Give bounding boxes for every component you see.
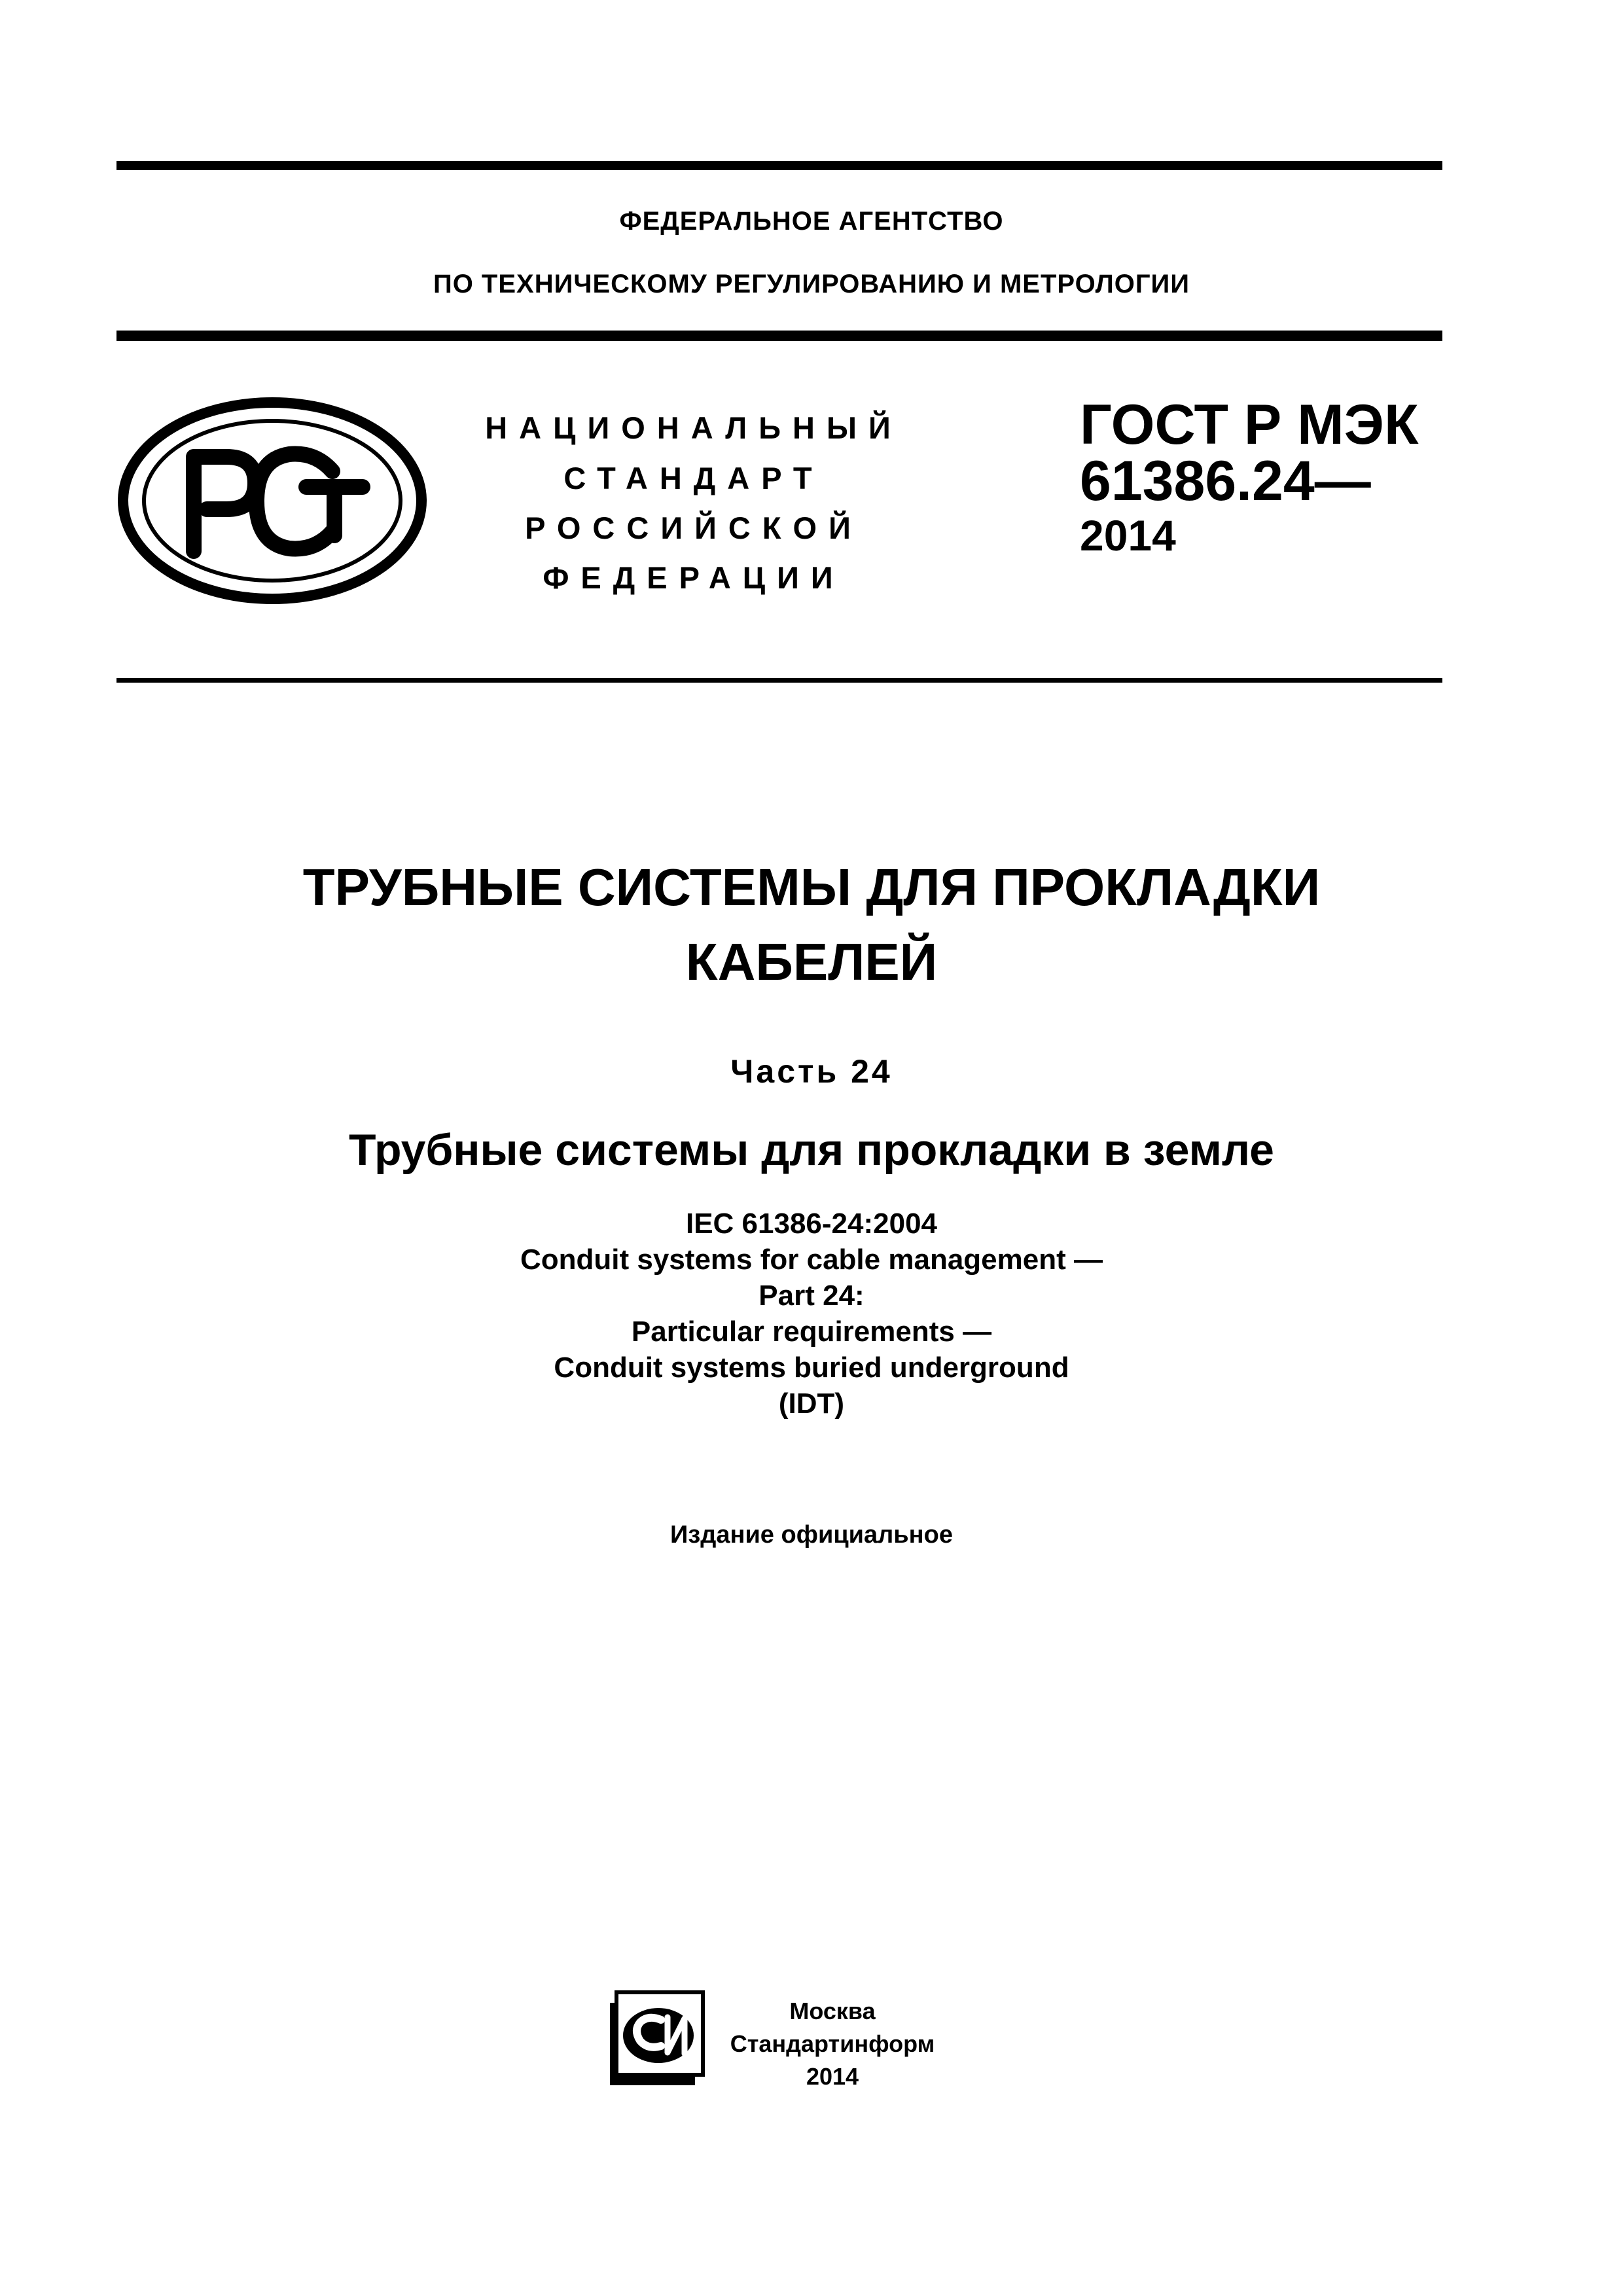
top-rule [116,161,1442,170]
agency-name-line-2: ПО ТЕХНИЧЕСКОМУ РЕГУЛИРОВАНИЮ И МЕТРОЛОГИИ [433,270,1190,298]
rst-mark-icon [116,395,428,606]
document-title-line-2: КАБЕЛЕЙ [685,933,938,991]
edition-label: Издание официальное [670,1521,953,1549]
iec-reference-line-4: Particular requirements — [631,1316,992,1348]
masthead-bottom-rule [116,678,1442,683]
designation-line-3: 2014 [1080,511,1176,560]
header-bottom-rule [116,331,1442,341]
iec-reference-line-5: Conduit systems buried underground [554,1352,1069,1384]
iec-reference-line-2: Conduit systems for cable management — [520,1244,1103,1276]
publisher-name: Стандартинформ [730,2030,935,2057]
standard-type-line-3: РОССИЙСКОЙ [525,511,863,545]
iec-reference-line-3: Part 24: [758,1280,865,1312]
designation-line-1: ГОСТ Р МЭК [1080,393,1419,456]
part-label: Часть 24 [730,1053,893,1090]
document-title-line-1: ТРУБНЫЕ СИСТЕМЫ ДЛЯ ПРОКЛАДКИ [302,858,1321,916]
standard-type-line-4: ФЕДЕРАЦИИ [543,560,845,595]
iec-reference-line-1: IEC 61386-24:2004 [685,1208,938,1240]
publisher-year: 2014 [806,2063,859,2090]
document-subtitle: Трубные системы для прокладки в земле [349,1125,1274,1175]
designation-line-2: 61386.24— [1080,450,1371,512]
agency-name-line-1: ФЕДЕРАЛЬНОЕ АГЕНТСТВО [619,207,1004,236]
standard-type-line-1: НАЦИОНАЛЬНЫЙ [485,410,902,445]
standartinform-logo-icon [607,1990,705,2088]
publisher-city: Москва [789,1998,876,2024]
iec-reference-line-6: (IDT) [778,1388,845,1420]
standard-type-line-2: СТАНДАРТ [563,461,824,495]
